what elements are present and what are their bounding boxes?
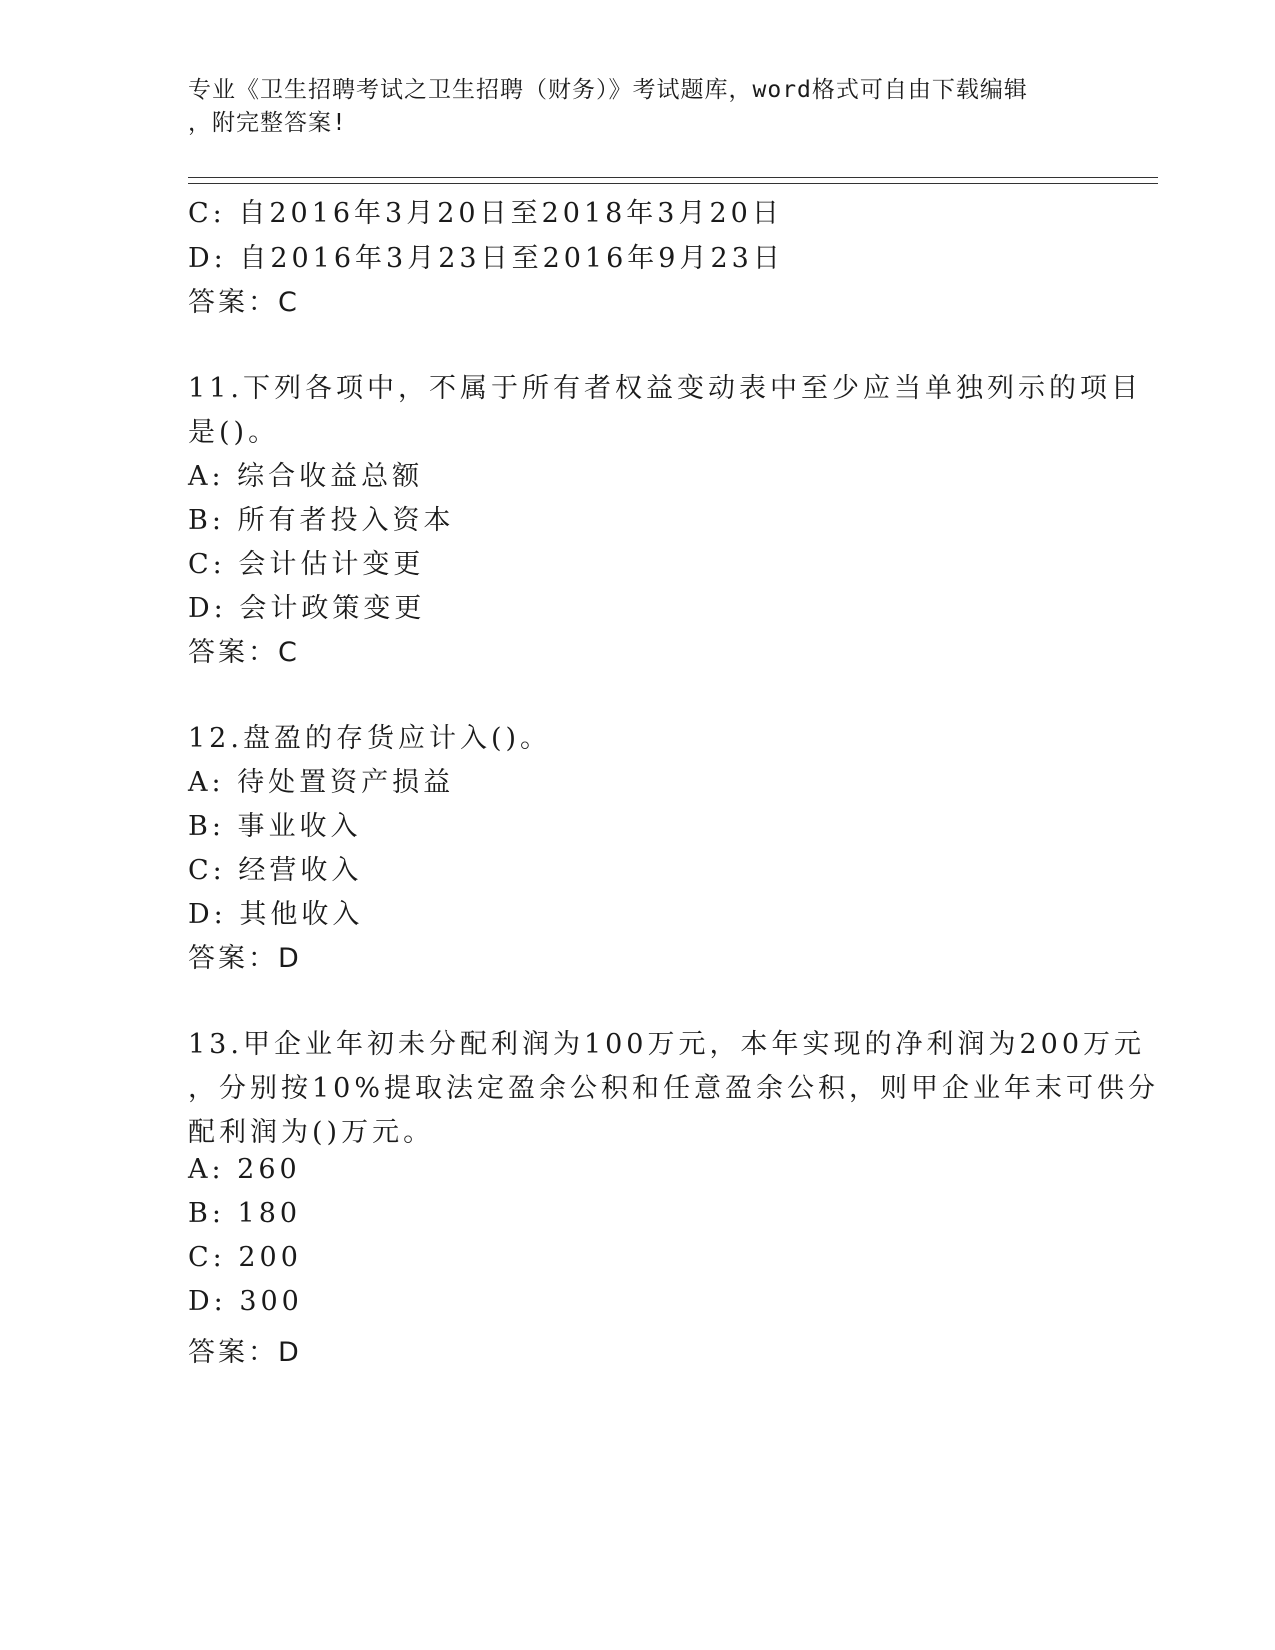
q11-option-c: C: 会计估计变更 — [188, 549, 425, 580]
header-divider-bottom — [188, 183, 1158, 184]
q12-option-a: A: 待处置资产损益 — [188, 767, 455, 798]
document-header — [188, 74, 1088, 140]
q13-stem-line-3: 配利润为()万元。 — [188, 1117, 435, 1148]
q13-stem-line-1: 13.甲企业年初未分配利润为100万元，本年实现的净利润为200万元 — [188, 1029, 1146, 1060]
header-divider-top — [188, 177, 1158, 178]
q13-option-b: B: 180 — [188, 1198, 302, 1229]
prev-option-c: C: 自2016年3月20日至2018年3月20日 — [188, 198, 783, 229]
q13-option-c: C: 200 — [188, 1242, 302, 1273]
q11-option-a: A: 综合收益总额 — [188, 461, 424, 492]
header-line-1: 专业《卫生招聘考试之卫生招聘（财务）》考试题库，word格式可自由下载编辑 — [188, 77, 1028, 103]
q13-stem-line-2: ，分别按10%提取法定盈余公积和任意盈余公积，则甲企业年末可供分 — [188, 1073, 1160, 1104]
q11-stem-line-2: 是()。 — [188, 417, 280, 448]
q12-answer: 答案：D — [188, 943, 302, 974]
q13-answer: 答案：D — [188, 1337, 302, 1368]
q12-option-d: D: 其他收入 — [188, 899, 364, 930]
q11-stem-line-1: 11.下列各项中，不属于所有者权益变动表中至少应当单独列示的项目 — [188, 373, 1142, 404]
q13-option-a: A: 260 — [188, 1154, 301, 1185]
header-line-2: ，附完整答案! — [188, 110, 347, 136]
q11-option-b: B: 所有者投入资本 — [188, 505, 455, 536]
q11-answer: 答案：C — [188, 637, 300, 668]
q12-option-c: C: 经营收入 — [188, 855, 363, 886]
prev-option-d: D: 自2016年3月23日至2016年9月23日 — [188, 243, 784, 274]
prev-answer: 答案：C — [188, 287, 300, 318]
q12-stem-line-1: 12.盘盈的存货应计入()。 — [188, 723, 552, 754]
q11-option-d: D: 会计政策变更 — [188, 593, 426, 624]
q12-option-b: B: 事业收入 — [188, 811, 362, 842]
q13-option-d: D: 300 — [188, 1286, 303, 1317]
